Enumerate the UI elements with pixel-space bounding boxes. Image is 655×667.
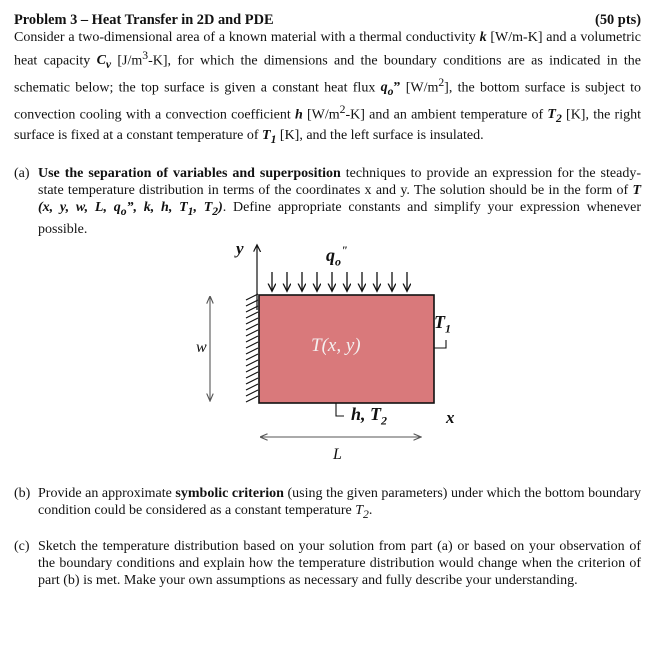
length-label: L [333,446,342,464]
part-c [14,538,641,590]
h-symbol: h [294,107,303,123]
part-c-label: (c) [14,538,30,554]
part-a-label: (a) [14,165,30,181]
k-symbol: k [479,30,487,46]
part-c-text: Sketch the temperature distribution based on your solution from part (a) or based on your observation of the boundary conditions and explain how the temperature distribution would change when the criterion of part (b) is met. Make your own assumptions as necessary and fully describe your understanding. [38,538,641,589]
schematic-diagram [14,240,641,475]
x-axis-label: x [446,408,455,428]
interior-temperature-label: T(x, y) [311,335,361,357]
right-temperature-label: $T_1$ [434,312,451,336]
insulation-hatch [246,294,258,402]
part-a-text: Use the separation of variables and superposition techniques to provide an expression for the steady-state temperature distribution in terms of the coordinates x and y. The solution should be in the form of T (x, y, w, L, $q_o$”, k, h, $T_1$, $T_2$). Define appropriate constants and simplify your expression whenever possible. [38,165,641,237]
y-axis-label: y [236,239,244,259]
problem-points: (50 pts) [595,12,641,28]
schematic-svg [14,240,641,475]
h-leader [336,403,344,416]
q-symbol: q [380,80,388,96]
t1-leader [434,340,446,348]
part-b [14,485,641,524]
heat-flux-arrows [272,272,407,290]
part-b-label: (b) [14,486,31,502]
problem-intro: Consider a two-dimensional area of a known material with a thermal conductivity k [W/m-K] and a volumetric heat capacity $C_v$ $[J/m^3-K]$, for which the dimensions and the boundary conditions are as indicated in the schematic below; the top surface is given a constant heat flux $q_o$” $[W/m^2]$, the bottom surface is subject to convection cooling with a convection coefficient h $[W/m^2-K]$ and an ambient temperature of $T_2$ [K], the right surface is fixed at a constant temperature of $T_1$ [K], and the left surface is insulated. [14,30,642,147]
width-label: w [196,339,207,357]
cv-symbol: C [96,53,106,69]
convection-label: h, $T_2$ [351,404,388,428]
problem-title: Problem 3 – Heat Transfer in 2D and PDE [14,12,274,28]
part-a [14,165,641,238]
t1-symbol: T [262,128,271,144]
part-b-text: Provide an approximate symbolic criterion (using the given parameters) under which the bottom boundary condition could be considered as a constant temperature $T_2$. [38,486,641,522]
heat-flux-label: $q_o^"$ [326,243,348,269]
problem-header [14,12,641,29]
t2-symbol: T [547,107,556,123]
